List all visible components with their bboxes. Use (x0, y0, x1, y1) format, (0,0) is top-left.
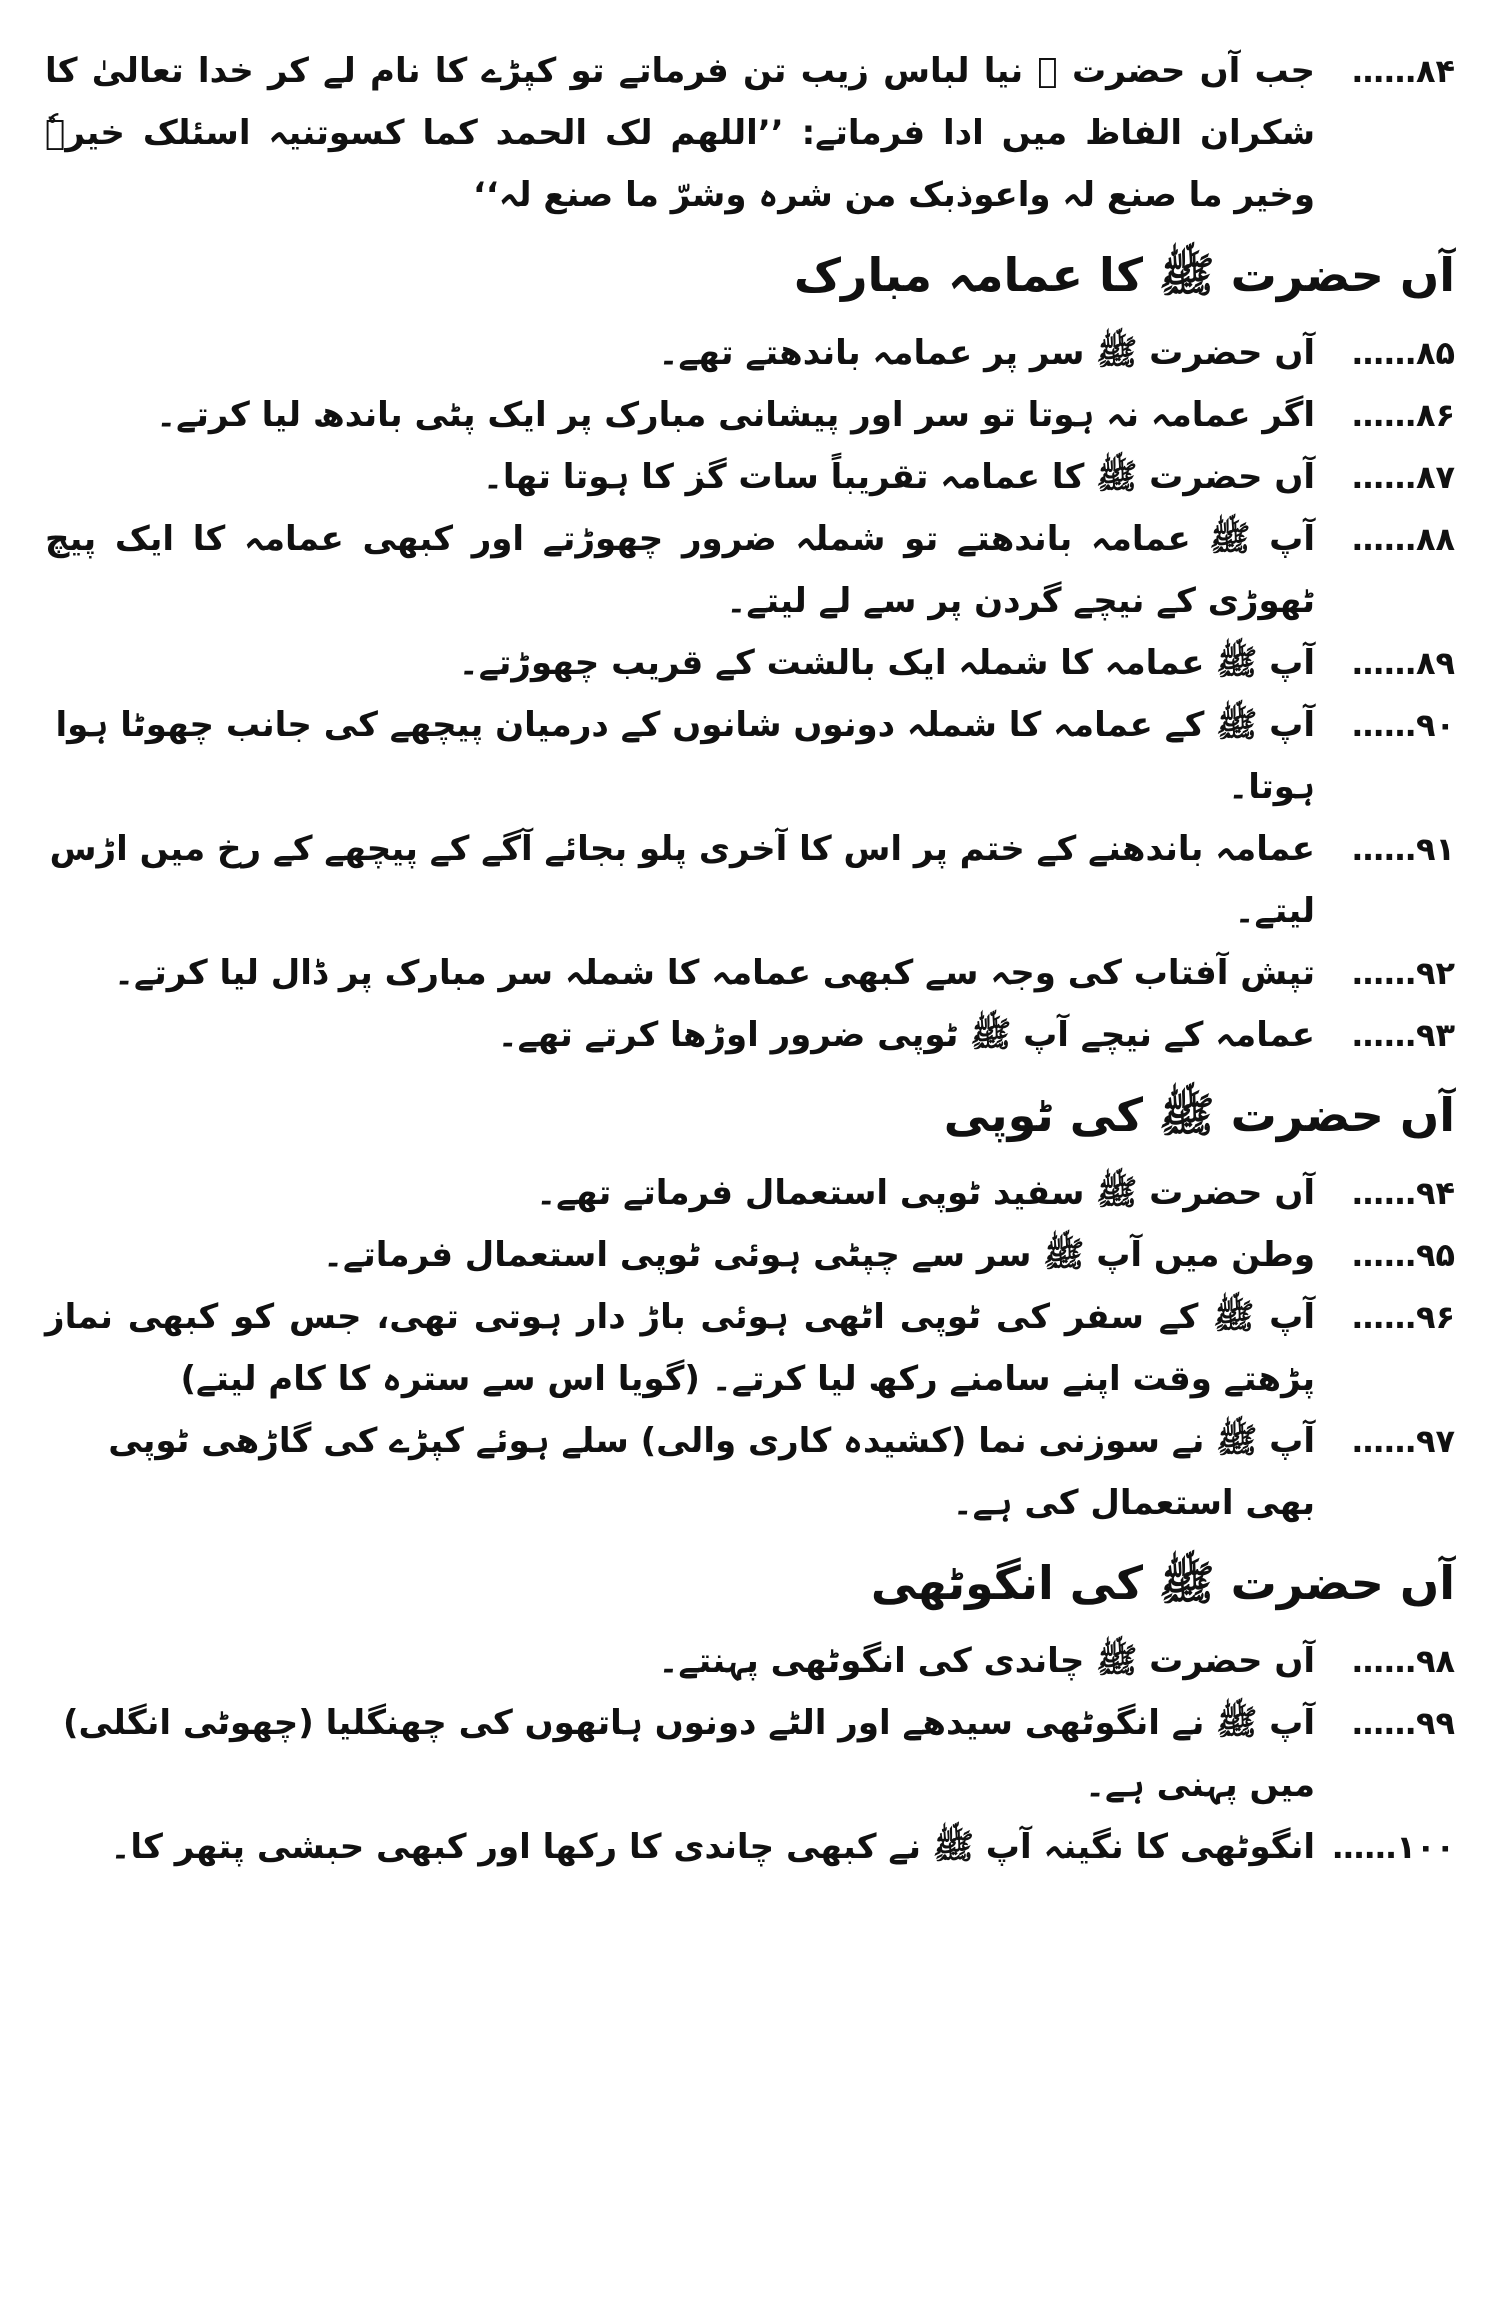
item-number: ۹۱…… (1351, 830, 1455, 868)
item-text: آپ ﷺ نے انگوٹھی سیدھے اور الٹے دونوں ہاتھوں کی چھنگلیا (چھوٹی انگلی) میں پہنی ہے۔ (63, 1703, 1315, 1805)
item-text: آں حضرت ﷺ کا عمامہ تقریباً سات گز کا ہوتا تھا۔ (482, 457, 1315, 497)
list-item-94 (45, 1162, 1455, 1224)
section-heading-imamah: آں حضرت ﷺ کا عمامہ مبارک (793, 248, 1455, 302)
item-number: ۱۰۰…… (1332, 1828, 1455, 1866)
item-text: اگر عمامہ نہ ہوتا تو سر اور پیشانی مبارک پر ایک پٹی باندھ لیا کرتے۔ (156, 395, 1315, 435)
item-text: آپ ﷺ کے سفر کی ٹوپی اٹھی ہوئی باڑ دار ہوتی تھی، جس کو کبھی نماز پڑھتے وقت اپنے سامنے رکھ لیا کرتے۔ (گویا اس سے سترہ کا کام لیتے) (45, 1297, 1315, 1399)
list-item-85 (45, 322, 1455, 384)
item-number: ۸۹…… (1351, 644, 1455, 682)
list-item-95 (45, 1224, 1455, 1286)
item-text: آپ ﷺ عمامہ باندھتے تو شملہ ضرور چھوڑتے اور کبھی عمامہ کا ایک پیچ ٹھوڑی کے نیچے گردن پر سے لے لیتے۔ (45, 519, 1315, 621)
item-text: عمامہ باندھنے کے ختم پر اس کا آخری پلو بجائے آگے کے پیچھے کے رخ میں اڑس لیتے۔ (49, 829, 1315, 931)
item-number: ۹۸…… (1351, 1642, 1455, 1680)
list-item-93 (45, 1004, 1455, 1066)
item-number: ۹۶…… (1351, 1298, 1455, 1336)
item-text: آپ ﷺ نے سوزنی نما (کشیدہ کاری والی) سلے ہوئے کپڑے کی گاڑھی ٹوپی بھی استعمال کی ہے۔ (108, 1421, 1315, 1523)
item-text: تپش آفتاب کی وجہ سے کبھی عمامہ کا شملہ سر مبارک پر ڈال لیا کرتے۔ (114, 953, 1315, 993)
item-number: ۸۴…… (1351, 52, 1455, 90)
list-item-84 (45, 40, 1455, 226)
list-item-100 (45, 1816, 1455, 1878)
item-text: آپ ﷺ کے عمامہ کا شملہ دونوں شانوں کے درمیان پیچھے کی جانب چھوٹا ہوا ہوتا۔ (55, 705, 1315, 807)
section-heading-topi: آں حضرت ﷺ کی ٹوپی (943, 1088, 1455, 1142)
item-number: ۹۵…… (1351, 1236, 1455, 1274)
item-text: وطن میں آپ ﷺ سر سے چپٹی ہوئی ٹوپی استعمال فرماتے۔ (323, 1235, 1315, 1275)
list-item-89 (45, 632, 1455, 694)
item-text: عمامہ کے نیچے آپ ﷺ ٹوپی ضرور اوڑھا کرتے تھے۔ (497, 1015, 1315, 1055)
item-number: ۸۵…… (1351, 334, 1455, 372)
list-item-98 (45, 1630, 1455, 1692)
item-text: آپ ﷺ عمامہ کا شملہ ایک بالشت کے قریب چھوڑتے۔ (458, 643, 1315, 683)
list-item-99 (45, 1692, 1455, 1816)
item-text: آں حضرت ﷺ سر پر عمامہ باندھتے تھے۔ (658, 333, 1315, 373)
item-number: ۹۰…… (1351, 706, 1455, 744)
item-text: جب آں حضرت ﷺ نیا لباس زیب تن فرماتے تو کپڑے کا نام لے کر خدا تعالیٰ کا شکران الفاظ میں ادا فرماتے: ’’اللھم لک الحمد کما کسوتنیہ اسئلک خیرہٗ وخیر ما صنع لہ واعوذبک من شرہ وشرّ ما صنع لہ‘‘ (45, 51, 1315, 215)
list-item-88 (45, 508, 1455, 632)
item-number: ۹۹…… (1351, 1704, 1455, 1742)
item-number: ۸۶…… (1351, 396, 1455, 434)
item-number: ۹۴…… (1351, 1174, 1455, 1212)
item-text: انگوٹھی کا نگینہ آپ ﷺ نے کبھی چاندی کا رکھا اور کبھی حبشی پتھر کا۔ (110, 1827, 1315, 1867)
item-text: آں حضرت ﷺ چاندی کی انگوٹھی پہنتے۔ (658, 1641, 1315, 1681)
section-heading-angoothi: آں حضرت ﷺ کی انگوٹھی (870, 1556, 1455, 1610)
list-item-87 (45, 446, 1455, 508)
item-number: ۸۸…… (1351, 520, 1455, 558)
item-number: ۹۳…… (1351, 1016, 1455, 1054)
list-item-97 (45, 1410, 1455, 1534)
list-item-92 (45, 942, 1455, 1004)
list-item-91 (45, 818, 1455, 942)
list-item-86 (45, 384, 1455, 446)
item-text: آں حضرت ﷺ سفید ٹوپی استعمال فرماتے تھے۔ (536, 1173, 1315, 1213)
item-number: ۹۷…… (1351, 1422, 1455, 1460)
list-item-96 (45, 1286, 1455, 1410)
item-number: ۹۲…… (1351, 954, 1455, 992)
item-number: ۸۷…… (1351, 458, 1455, 496)
list-item-90 (45, 694, 1455, 818)
